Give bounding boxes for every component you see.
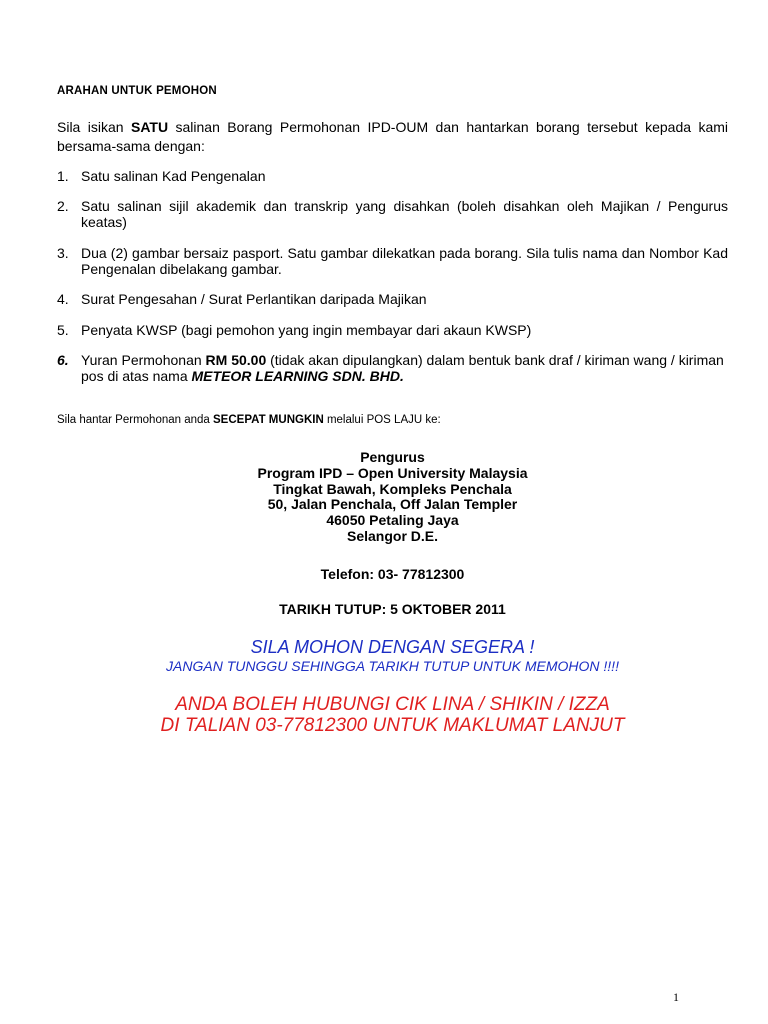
list-item-text: Penyata KWSP (bagi pemohon yang ingin membayar dari akaun KWSP) bbox=[81, 322, 532, 338]
list-item-number: 1. bbox=[57, 168, 69, 184]
address-line: Pengurus bbox=[360, 449, 425, 465]
fee-amount: RM 50.00 bbox=[205, 352, 267, 368]
list-item-text: Surat Pengesahan / Surat Perlantikan daripada Majikan bbox=[81, 291, 427, 307]
intro-text-bold: SATU bbox=[131, 119, 169, 135]
payee-name: METEOR LEARNING SDN. BHD. bbox=[191, 368, 404, 384]
intro-text-pre: Sila isikan bbox=[57, 119, 131, 135]
address-line: Program IPD – Open University Malaysia bbox=[257, 464, 528, 481]
list-item-number: 2. bbox=[57, 198, 69, 214]
fee-text-mid: (tidak akan dipulangkan) dalam bentuk bank draf / kiriman wang / kiriman pos di atas nama bbox=[81, 352, 724, 384]
document-heading: ARAHAN UNTUK PEMOHON bbox=[57, 85, 217, 97]
send-note-bold: SECEPAT MUNGKIN bbox=[213, 414, 324, 426]
list-item-text bbox=[81, 352, 728, 384]
apply-now-notice: SILA MOHON DENGAN SEGERA ! bbox=[250, 637, 535, 657]
send-note-post: melalui POS LAJU ke: bbox=[323, 414, 441, 426]
list-item-number: 6. bbox=[57, 352, 69, 368]
mailing-address bbox=[57, 450, 728, 545]
contact-notice-line: ANDA BOLEH HUBUNGI CIK LINA / SHIKIN / IZZA bbox=[175, 694, 610, 715]
telephone-line: Telefon: 03- 77812300 bbox=[320, 566, 465, 582]
intro-paragraph bbox=[57, 118, 728, 156]
address-line: 46050 Petaling Jaya bbox=[326, 512, 459, 529]
list-item-number: 4. bbox=[57, 291, 69, 307]
address-line: 50, Jalan Penchala, Off Jalan Templer bbox=[267, 496, 518, 513]
address-line: Selangor D.E. bbox=[346, 527, 439, 544]
closing-date: TARIKH TUTUP: 5 OKTOBER 2011 bbox=[279, 601, 506, 617]
list-item-text: Dua (2) gambar bersaiz pasport. Satu gambar dilekatkan pada borang. Sila tulis nama dan Nombor Kad Pengenalan dibelakang gambar. bbox=[81, 245, 728, 277]
intro-text-post: salinan Borang Permohonan IPD-OUM dan hantarkan borang tersebut kepada kami bersama-sama dengan: bbox=[57, 119, 728, 154]
page-number: 1 bbox=[673, 990, 679, 1004]
list-item-number: 5. bbox=[57, 322, 69, 338]
list-item-text: Satu salinan sijil akademik dan transkrip yang disahkan (boleh disahkan oleh Majikan / Pengurus keatas) bbox=[81, 198, 728, 230]
list-item-number: 3. bbox=[57, 245, 69, 261]
contact-notice-line: DI TALIAN 03-77812300 UNTUK MAKLUMAT LANJUT bbox=[160, 715, 625, 736]
address-line: Tingkat Bawah, Kompleks Penchala bbox=[273, 480, 512, 497]
contact-notice bbox=[57, 694, 728, 736]
list-item-text: Satu salinan Kad Pengenalan bbox=[81, 168, 266, 184]
dont-wait-notice: JANGAN TUNGGU SEHINGGA TARIKH TUTUP UNTUK MEMOHON !!!! bbox=[166, 658, 619, 674]
send-note-pre: Sila hantar Permohonan anda bbox=[57, 414, 213, 426]
fee-text-pre: Yuran Permohonan bbox=[81, 352, 206, 368]
send-note bbox=[57, 414, 441, 426]
